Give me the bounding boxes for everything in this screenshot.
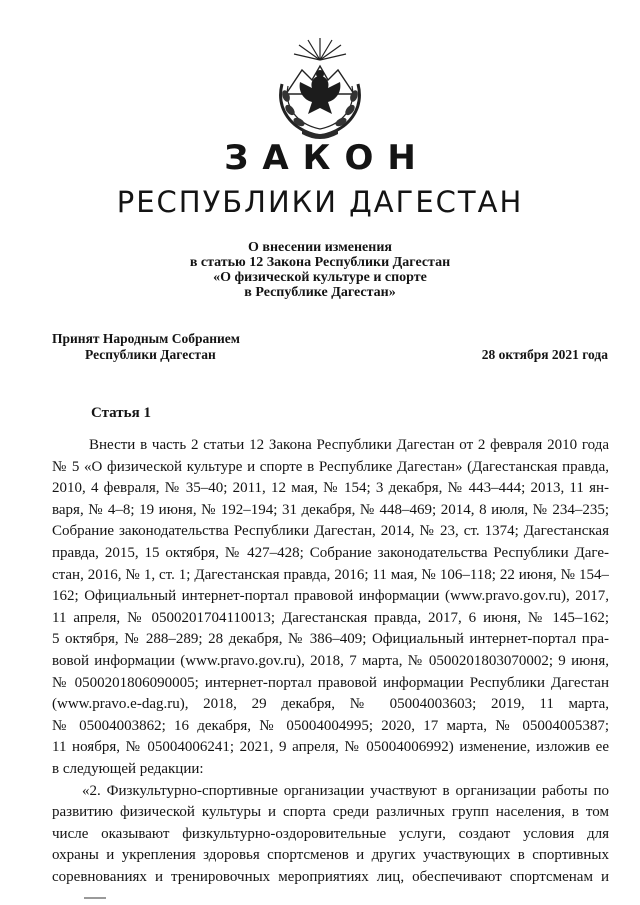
adoption-line: Республики Дагестан [85,347,216,362]
body-line: 11 ноября, № 05004006241; 2021, 9 апреля, № 05004006992) изменение, изложив ее [52,739,609,756]
heading-line: в статью 12 Закона Республики Дагестан [189,255,451,270]
article-body [52,435,609,888]
heading-line: О внесении изменения [248,240,392,255]
body-line: 162; Официальный интернет-портал правовой информации (www.pravo.gov.ru), 2017, [52,588,609,605]
quote-line: соревнованиях и тренировочных мероприятиях лиц, обеспечивают спортсменам и [52,868,609,885]
heading-line: в Республике Дагестан» [244,285,396,300]
body-line: 2010, 4 февраля, № 35–40; 2011, 12 мая, № 154; 3 декабря, № 443–444; 2013, 11 ян- [52,480,609,497]
body-line: Собрание законодательства Республики Дагестан, 2014, № 23, ст. 1374; Дагестанская [52,523,609,540]
body-line: правда, 2015, 15 октября, № 427–428; Собрание законодательства Республики Даге- [52,544,609,561]
body-line: № 05004003862; 16 декабря, № 05004004995; 2020, 17 марта, № 05004005387; [52,717,609,734]
quote-line: развитию физической культуры и спорта среди различных групп населения, в том [52,804,609,821]
quote-line: «2. Физкультурно-спортивные организации участвуют в организации работы по [82,782,609,799]
scan-artifact [84,897,106,899]
body-line: в следующей редакции: [52,760,204,777]
body-line: № 5 «О физической культуре и спорте в Республике Дагестан» (Дагестанская правда, [52,458,609,475]
body-line: 5 октября, № 288–289; 28 декабря, № 386–409; Официальный интернет-портал пра- [52,631,609,648]
body-line: 11 апреля, № 0500201704110013; Дагестанская правда, 2017, 6 июня, № 145–162; [52,609,609,626]
body-line: стан, 2016, № 1, ст. 1; Дагестанская правда, 2016; 11 мая, № 106–118; 22 июня, № 154– [52,566,609,583]
law-title: ЗАКОН [224,138,430,178]
article-heading: Статья 1 [91,405,151,421]
document-heading [0,240,640,300]
adoption-date: 28 октября 2021 года [481,347,608,362]
quote-line: охраны и укрепления здоровья спортсменов и других участвующих в спортивных [52,847,609,864]
body-line: варя, № 4–8; 19 июня, № 192–194; 31 декабря, № 448–469; 2014, 8 июля, № 234–235; [52,501,609,518]
law-subtitle: РЕСПУБЛИКИ ДАГЕСТАН [116,185,524,219]
adoption-line: Принят Народным Собранием [52,331,240,346]
quote-line: числе оказывают физкультурно-оздоровительные услуги, создают условия для [52,825,609,842]
adoption-block [52,331,240,363]
body-line: вовой информации (www.pravo.gov.ru), 2018, 7 марта, № 0500201803070002; 9 июня, [52,652,609,669]
heading-line: «О физической культуре и спорте [213,270,427,285]
body-line: (www.pravo.e-dag.ru), 2018, 29 декабря, № 05004003603; 2019, 11 марта, [52,696,609,713]
body-line: Внести в часть 2 статьи 12 Закона Республики Дагестан от 2 февраля 2010 года [89,437,609,453]
dagestan-coat-of-arms-icon [272,30,368,142]
body-line: № 0500201806090005; интернет-портал правовой информации Республики Дагестан [52,674,609,691]
